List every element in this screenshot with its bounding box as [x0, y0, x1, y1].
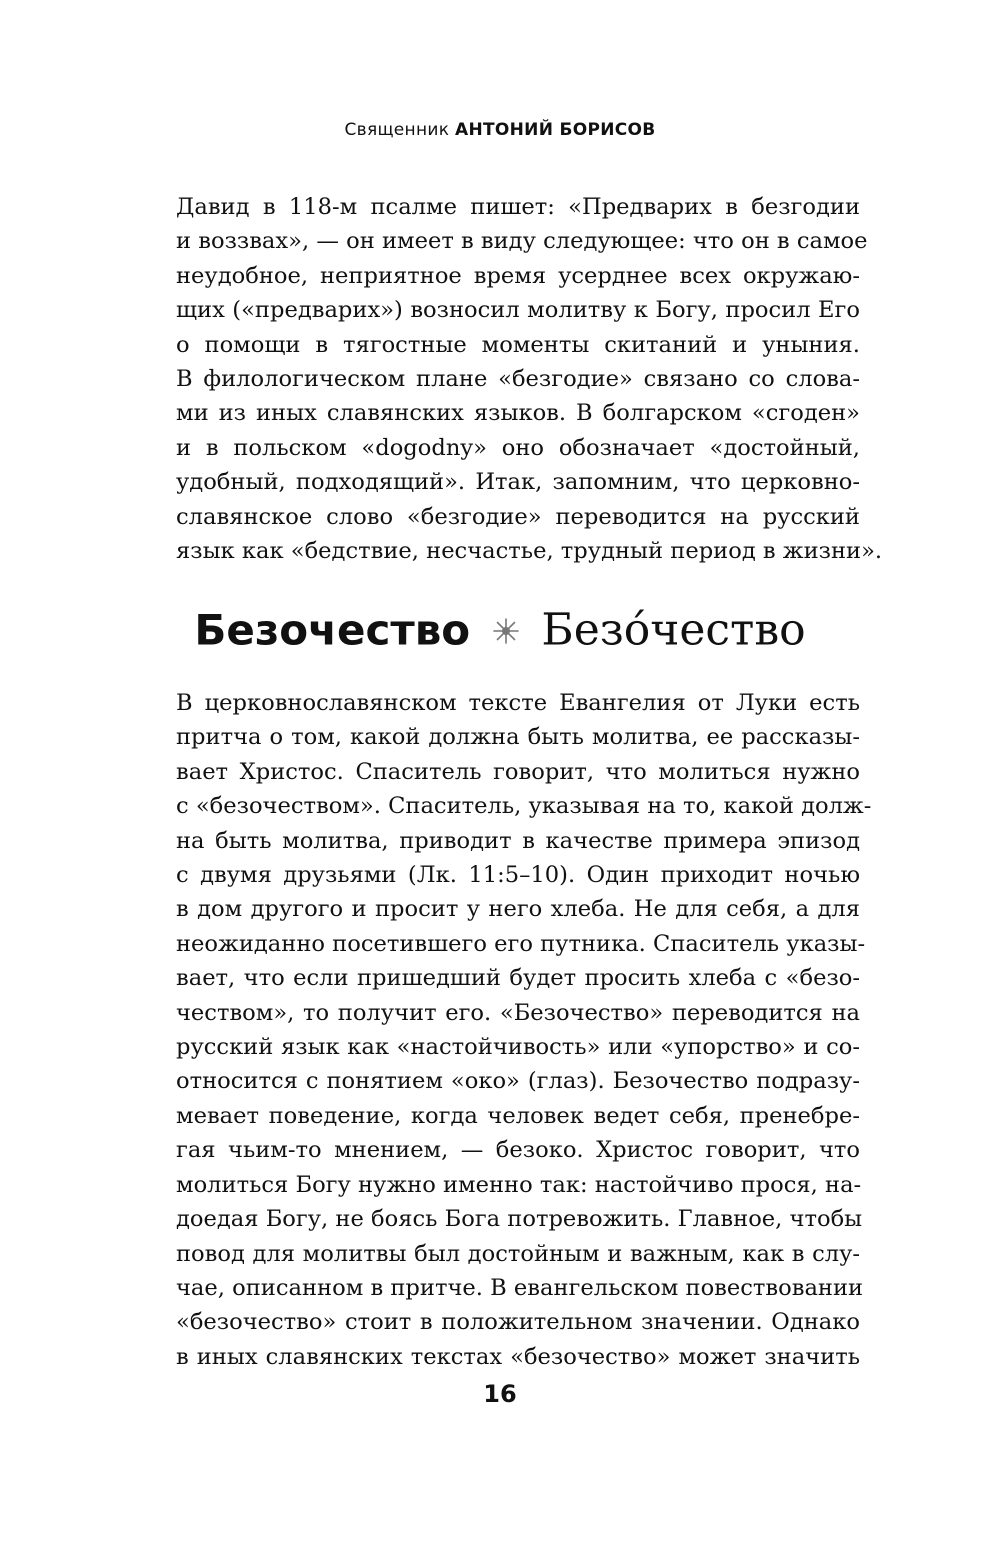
text-line: повод для молитвы был достойным и важным, как в слу- — [176, 1240, 860, 1267]
text-line: русский язык как «настойчивость» или «упорство» и со- — [176, 1034, 860, 1061]
heading-slavonic-word: Безо́чество — [541, 604, 806, 656]
text-line: чеством», то получит его. «Безочество» переводится на — [176, 999, 860, 1026]
running-head-prefix: Священник — [344, 120, 450, 140]
text-line: ми из иных славянских языков. В болгарском «сгоден» — [176, 400, 860, 427]
text-line: на быть молитва, приводит в качестве примера эпизод — [176, 827, 860, 854]
text-line: чае, описанном в притче. В евангельском повествовании — [176, 1274, 864, 1301]
section-heading — [0, 600, 1000, 666]
text-line: удобный, подходящий». Итак, запомним, что церковно- — [176, 469, 860, 496]
text-line: притча о том, какой должна быть молитва, ее рассказы- — [176, 724, 860, 751]
text-line: доедая Богу, не боясь Бога потревожить. Главное, чтобы — [176, 1206, 863, 1233]
running-head-author: АНТОНИЙ БОРИСОВ — [455, 120, 656, 140]
paragraph-2 — [176, 686, 872, 1374]
text-line: щих («предварих») возносил молитву к Богу, просил Его — [176, 297, 860, 324]
star-flower-icon — [493, 600, 519, 660]
text-line: Давид в 118-м псалме пишет: «Предварих в безгодии — [176, 194, 860, 220]
text-line: и в польском «dogodny» оно обозначает «достойный, — [176, 434, 860, 461]
text-line: В филологическом плане «безгодие» связано со слова- — [176, 366, 860, 393]
text-line: вает Христос. Спаситель говорит, что молиться нужно — [176, 758, 860, 785]
text-line: В церковнославянском тексте Евангелия от Луки есть — [176, 690, 860, 716]
text-line: «безочество» стоит в положительном значении. Однако — [176, 1309, 860, 1336]
text-line: вает, что если пришедший будет просить хлеба с «безо- — [176, 965, 860, 992]
text-line: молиться Богу нужно именно так: настойчиво прося, на- — [176, 1171, 862, 1198]
heading-russian-word: Безочество — [194, 605, 471, 655]
text-line: славянское слово «безгодие» переводится на русский — [176, 503, 860, 530]
text-line: язык как «бедствие, несчастье, трудный период в жизни». — [176, 538, 883, 565]
text-line: относится с понятием «око» (глаз). Безочество подразу- — [176, 1068, 860, 1095]
text-line: в дом другого и просит у него хлеба. Не для себя, а для — [176, 896, 860, 923]
text-line: неудобное, неприятное время усерднее всех окружаю- — [176, 262, 860, 289]
text-line: в иных славянских текстах «безочество» может значить — [176, 1343, 860, 1370]
text-line: гая чьим-то мнением, — безоко. Христос говорит, что — [176, 1137, 860, 1164]
text-line: с двумя друзьями (Лк. 11:5–10). Один приходит ночью — [176, 862, 860, 889]
paragraph-1 — [176, 190, 883, 568]
text-line: о помощи в тягостные моменты скитаний и уныния. — [176, 331, 860, 358]
text-line: и воззвах», — он имеет в виду следующее: что он в самое — [176, 228, 868, 255]
running-head — [0, 120, 1000, 140]
text-line: неожиданно посетившего его путника. Спаситель указы- — [176, 930, 866, 957]
page-number: 16 — [483, 1380, 517, 1408]
text-line: мевает поведение, когда человек ведет себя, пренебре- — [176, 1102, 860, 1129]
text-line: с «безочеством». Спаситель, указывая на то, какой долж- — [176, 793, 872, 820]
